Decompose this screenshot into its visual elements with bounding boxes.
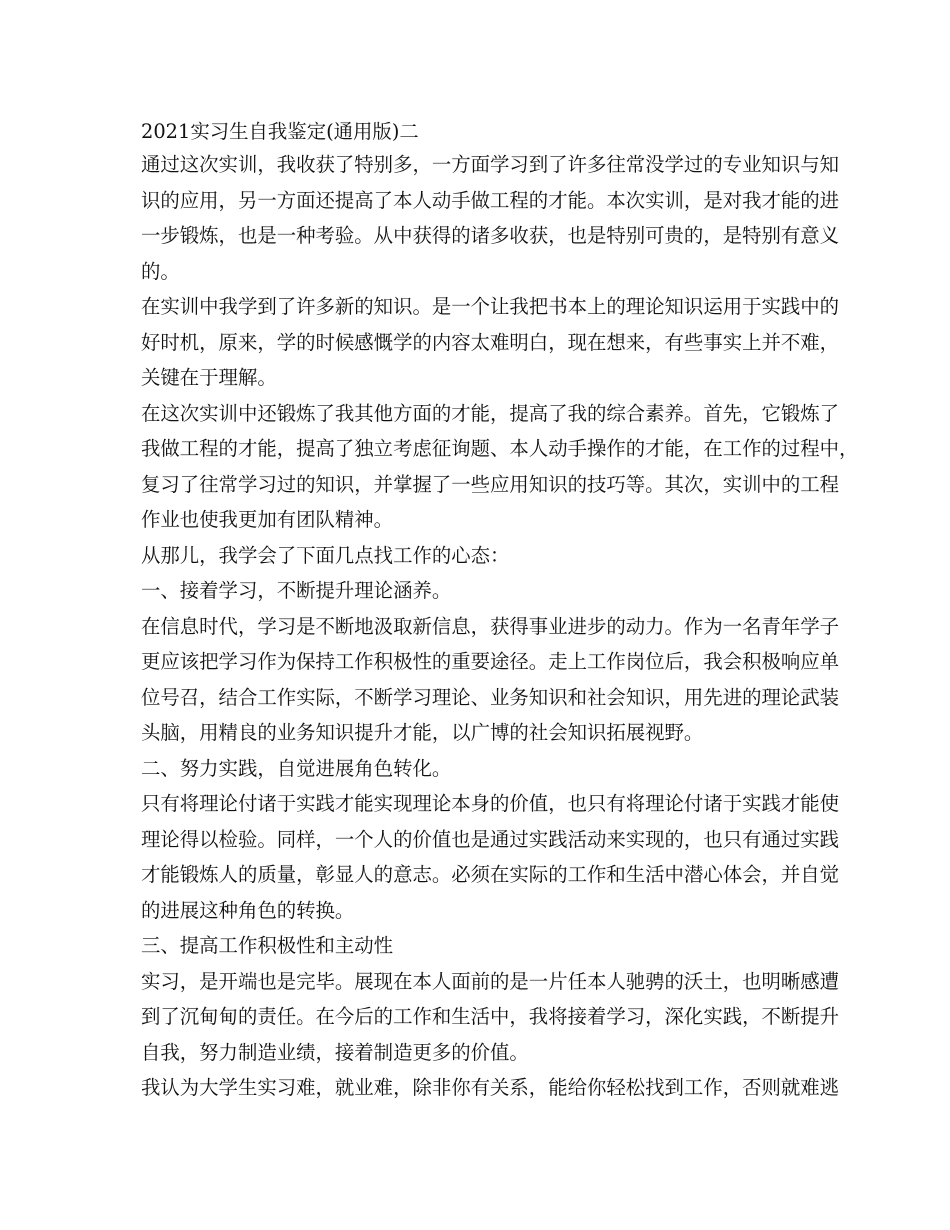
text-line: 好时机，原来，学的时候感慨学的内容太难明白，现在想来，有些事实上并不难， [141, 330, 840, 354]
text-line: 在信息时代，学习是不断地汲取新信息，获得事业进步的动力。作为一名青年学子 [141, 614, 840, 638]
text-line: 我做工程的才能，提高了独立考虑征询题、本人动手操作的才能，在工作的过程中， [141, 437, 859, 460]
text-line: 通过这次实训，我收获了特别多，一方面学习到了许多往常没学过的专业知识与知 [141, 153, 840, 176]
text-line: 理论得以检验。同样，一个人的价值也是通过实践活动来实现的，也只有通过实践 [141, 827, 840, 851]
text-line: 作业也使我更加有团队精神。 [141, 508, 394, 531]
text-line: 我认为大学生实习难，就业难，除非你有关系，能给你轻松找到工作，否则就难逃 [141, 1076, 840, 1099]
text-line: 从那儿，我学会了下面几点找工作的心态： [141, 543, 510, 567]
text-line: 二、努力实践，自觉进展角色转化。 [141, 756, 452, 780]
text-line: 实习，是开端也是完毕。展现在本人面前的是一片任本人驰骋的沃土，也明晰感遭 [141, 969, 840, 993]
document-title: 2021实习生自我鉴定(通用版)二 [141, 120, 419, 143]
text-line: 位号召，结合工作实际，不断学习理论、业务知识和社会知识，用先进的理论武装 [141, 685, 840, 709]
text-line: 才能锻炼人的质量，彰显人的意志。必须在实际的工作和生活中潜心体会，并自觉 [141, 863, 840, 886]
document-page [141, 114, 859, 1106]
text-line: 自我，努力制造业绩，接着制造更多的价值。 [141, 1040, 529, 1064]
text-line: 在这次实训中还锻炼了我其他方面的才能，提高了我的综合素养。首先，它锻炼了 [141, 401, 840, 425]
text-line: 复习了往常学习过的知识，并掌握了一些应用知识的技巧等。其次，实训中的工程 [141, 472, 840, 496]
text-line: 三、提高工作积极性和主动性 [141, 934, 394, 957]
document-body [141, 147, 859, 1106]
text-line: 的。 [141, 259, 180, 283]
text-line: 头脑，用精良的业务知识提升才能，以广博的社会知识拓展视野。 [141, 721, 704, 744]
text-line: 一、接着学习，不断提升理论涵养。 [141, 579, 452, 602]
text-line: 到了沉甸甸的责任。在今后的工作和生活中，我将接着学习，深化实践，不断提升 [141, 1005, 840, 1028]
text-line: 在实训中我学到了许多新的知识。是一个让我把书本上的理论知识运用于实践中的 [141, 295, 840, 318]
text-line: 更应该把学习作为保持工作积极性的重要途径。走上工作岗位后，我会积极响应单 [141, 650, 840, 673]
text-line: 只有将理论付诸于实践才能实现理论本身的价值，也只有将理论付诸于实践才能使 [141, 792, 840, 815]
text-line: 的进展这种角色的转换。 [141, 898, 355, 922]
text-line: 识的应用，另一方面还提高了本人动手做工程的才能。本次实训，是对我才能的进 [141, 188, 840, 212]
text-line: 关键在于理解。 [141, 366, 277, 389]
text-line: 一步锻炼，也是一种考验。从中获得的诸多收获，也是特别可贵的，是特别有意义 [141, 224, 840, 247]
